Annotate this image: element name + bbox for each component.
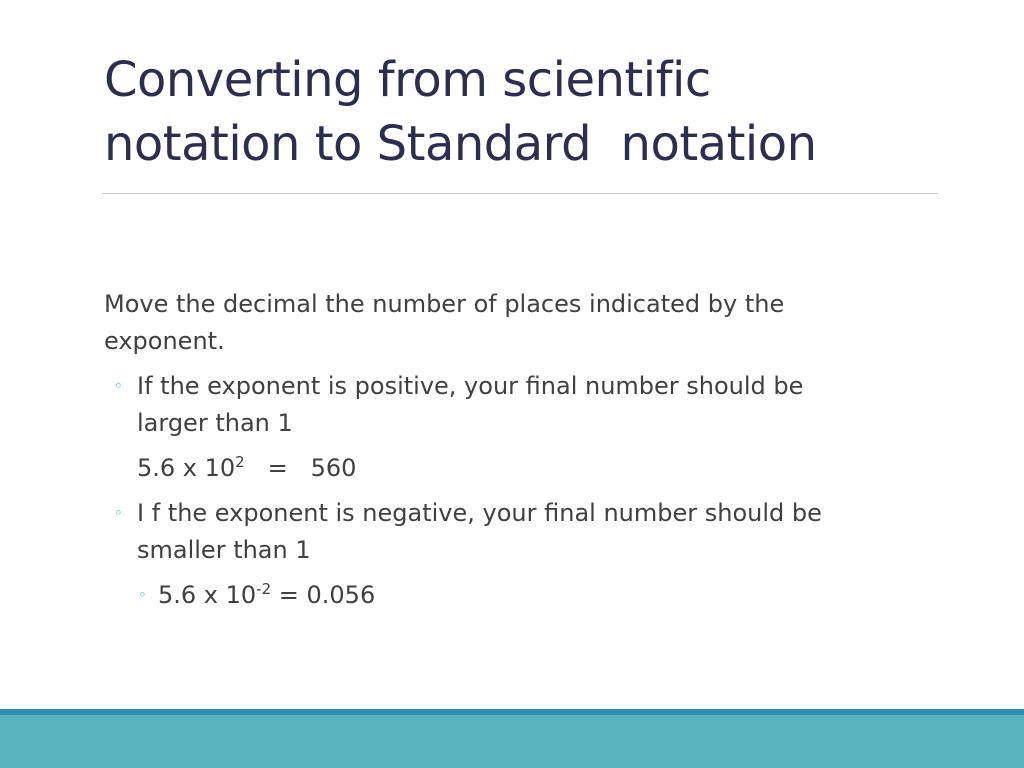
example-positive-result: = 560 [244,454,357,482]
example-positive-exponent: 2 [235,453,245,471]
bullet-marker-icon: ◦ [114,504,123,522]
slide-title [104,48,944,176]
example-positive-base: 5.6 x 10 [137,454,236,482]
example-negative [104,577,934,614]
intro-paragraph [104,286,934,360]
bullet-positive-line-1: If the exponent is positive, your final number should be [137,372,804,400]
intro-line-2: exponent. [104,327,225,355]
bullet-marker-icon: ◦ [114,377,123,395]
footer-band [0,715,1024,768]
bullet-negative-line-1: I f the exponent is negative, your final number should be [137,499,822,527]
example-negative-result: = 0.056 [271,581,376,609]
example-negative-base: 5.6 x 10 [158,581,257,609]
example-positive [104,450,934,487]
title-line-2: notation to Standard notation [104,116,817,172]
intro-line-1: Move the decimal the number of places indicated by the [104,290,785,318]
title-divider [102,193,938,194]
title-line-1: Converting from scientific [104,52,711,108]
bullet-positive-line-2: larger than 1 [137,409,293,437]
bullet-negative-exponent [104,495,934,569]
bullet-negative-line-2: smaller than 1 [137,536,311,564]
bullet-positive-exponent [104,368,934,442]
sub-bullet-marker-icon: ◦ [138,586,147,604]
example-negative-exponent: -2 [256,580,272,598]
slide-body [104,286,934,614]
